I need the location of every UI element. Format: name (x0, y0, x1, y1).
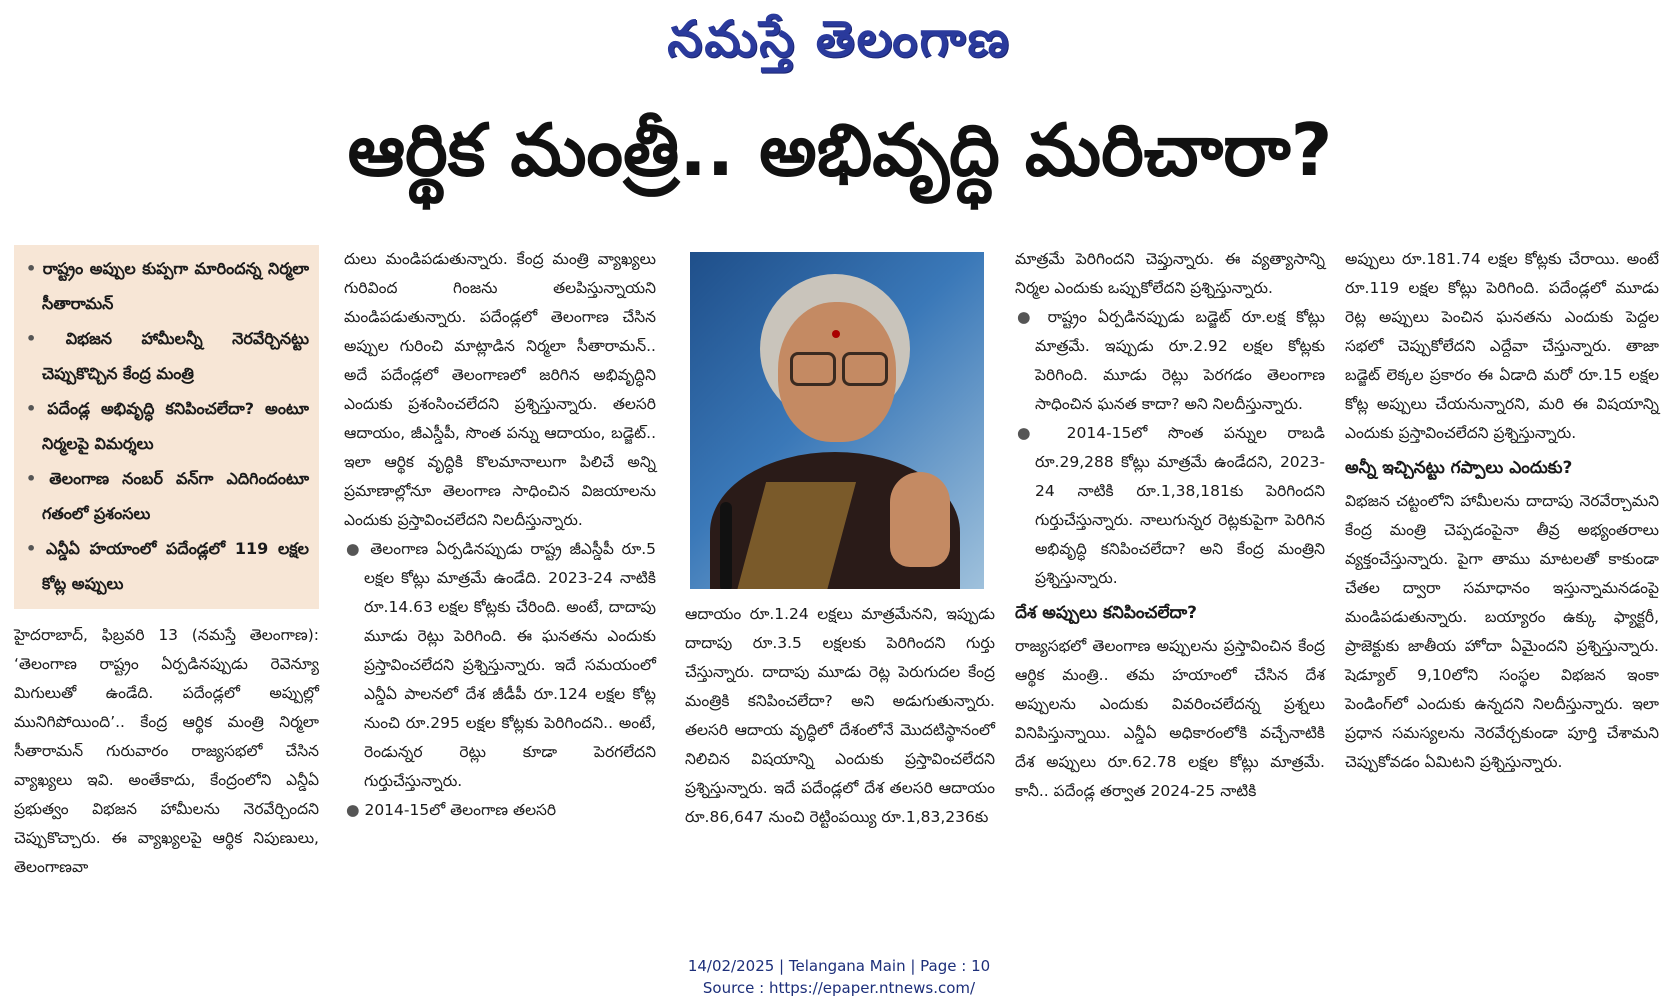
paragraph: రాజ్యసభలో తెలంగాణ అప్పులను ప్రస్తావించిన కేంద్ర ఆర్థిక మంత్రి.. తమ హయాంలో చేసిన దేశ అప్పులను ఎందుకు వివరించలేదన్న ప్రశ్నలు వినిపిస్తున్నాయి. ఎన్డీఏ అధికారంలోకి వచ్చేనాటికి దేశ అప్పులు రూ.62.78 లక్షల కోట్లు మాత్రమే. కానీ.. పదేండ్ల తర్వాత 2024-25 నాటికి (1015, 637, 1325, 800)
column-3 (685, 600, 995, 832)
bullet-paragraph: ● 2014-15లో తెలంగాణ తలసరి (346, 801, 557, 819)
highlight-item: • పదేండ్ల అభివృద్ధి కనిపించలేదా? అంటూ నిర్మలపై విమర్శలు (26, 399, 309, 453)
paragraph: అప్పులు రూ.181.74 లక్షల కోట్లకు చేరాయి. అంటే రూ.119 లక్షల కోట్లు పెరిగింది. పదేండ్లలో మూడు రెట్ల అప్పులు పెంచిన ఘనతను ఎందుకు పెద్దల సభలో చెప్పుకోలేదని ఎద్దేవా చేస్తున్నారు. తాజా బడ్జెట్ లెక్కల ప్రకారం ఈ ఏడాది మరో రూ.15 లక్షల కోట్ల అప్పులు చేయనున్నారని, మరి ఈ విషయాన్ని ఎందుకు ప్రస్తావించలేదని ప్రశ్నిస్తున్నారు. (1345, 250, 1659, 442)
subheading: దేశ అప్పులు కనిపించలేదా? (1015, 603, 1198, 623)
paragraph: దులు మండిపడుతున్నారు. కేంద్ర మంత్రి వ్యాఖ్యలు గురివింద గింజను తలపిస్తున్నాయని మండిపడుతున్నారు. పదేండ్లలో తెలంగాణ చేసిన అప్పుల గురించి మాట్లాడిన నిర్మలా సీతారామన్.. అదే పదేండ్లలో తెలంగాణలో జరిగిన అభివృద్ధిని ఎందుకు ప్రశంసించలేదని ప్రశ్నిస్తున్నారు. తలసరి ఆదాయం, జీఎస్డీపీ, సొంత పన్ను ఆదాయం, బడ్జెట్.. ఇలా ఆర్థిక వృద్ధికి కొలమానాలుగా పిలిచే అన్ని ప్రమాణాల్లోనూ తెలంగాణ సాధించిన విజయాలను ఎందుకు ప్రస్తావించలేదని నిలదీస్తున్నారు. (344, 250, 656, 529)
footer-edition-info: 14/02/2025 | Telangana Main | Page : 10 (687, 957, 991, 975)
bullet-paragraph: ● రాష్ట్రం ఏర్పడినప్పుడు బడ్జెట్ రూ.లక్ష కోట్లు మాత్రమే. ఇప్పుడు రూ.2.92 లక్షల కోట్లకు పెరిగింది. మూడు రెట్లు పెరగడం తెలంగాణ సాధించిన ఘనత కాదా? అని నిలదీస్తున్నారు. (1017, 308, 1325, 413)
highlight-item: • ఎన్డీఏ హయాంలో పదేండ్లలో 119 లక్షల కోట్ల అప్పులు (26, 539, 309, 593)
column-2 (344, 245, 656, 825)
masthead-logo: నమస్తే తెలంగాణ (667, 10, 1011, 68)
column-4 (1015, 245, 1325, 806)
paragraph: విభజన చట్టంలోని హామీలను దాదాపు నెరవేర్చామని కేంద్ర మంత్రి చెప్పడంపైనా తీవ్ర అభ్యంతరాలు వ్యక్తంచేస్తున్నారు. పైగా తాము మాటలతో కాకుండా చేతల ద్వారా సమాధానం ఇస్తున్నామనడంపై మండిపడుతున్నారు. బయ్యారం ఉక్కు ఫ్యాక్టరీ, ప్రాజెక్టుకు జాతీయ హోదా ఏమైందని ప్రశ్నిస్తున్నారు. షెడ్యూల్ 9,10లోని సంస్థల విభజన ఇంకా పెండింగ్‌లో ఎందుకు ఉన్నదని నిలదీస్తున్నారు. ఇలా ప్రధాన సమస్యలను నెరవేర్చకుండా పూర్తి చేశామని చెప్పుకోవడం ఏమిటని ప్రశ్నిస్తున్నారు. (1345, 492, 1659, 771)
finance-minister-photo (690, 252, 984, 589)
paragraph: మాత్రమే పెరిగిందని చెప్తున్నారు. ఈ వ్యత్యాసాన్ని నిర్మల ఎందుకు ఒప్పుకోలేదని ప్రశ్నిస్తున్నారు. (1015, 250, 1325, 297)
page-footer (0, 955, 1678, 999)
highlight-item: • రాష్ట్రం అప్పుల కుప్పగా మారిందన్న నిర్మలా సీతారామన్ (26, 259, 309, 313)
highlights-box (14, 245, 319, 609)
footer-source-link: Source : https://epaper.ntnews.com/ (702, 979, 976, 997)
bullet-paragraph: ● 2014-15లో సొంత పన్నుల రాబడి రూ.29,288 కోట్లు మాత్రమే ఉండేదని, 2023-24 నాటికి రూ.1,38,181కు పెరిగిందని గుర్తుచేస్తున్నారు. నాలుగున్నర రెట్లకుపైగా పెరిగిన అభివృద్ధి కనిపించలేదా? అని కేంద్ర మంత్రిని ప్రశ్నిస్తున్నారు. (1017, 424, 1325, 587)
column-5 (1345, 245, 1659, 777)
bullet-paragraph: ● తెలంగాణ ఏర్పడినప్పుడు రాష్ట్ర జీఎస్డీపీ రూ.5 లక్షల కోట్లు మాత్రమే ఉండేది. 2023-24 నాటికి రూ.14.63 లక్షల కోట్లకు చేరింది. అంటే, దాదాపు మూడు రెట్లు పెరిగింది. ఈ ఘనతను ఎందుకు ప్రస్తావించలేదని ప్రశ్నిస్తున్నారు. ఇదే సమయంలో ఎన్డీఏ పాలనలో దేశ జీడీపీ రూ.124 లక్షల కోట్ల నుంచి రూ.295 లక్షల కోట్లకు పెరిగిందని.. అంటే, రెండున్నర రెట్లు కూడా పెరగలేదని గుర్తుచేస్తున్నారు. (346, 540, 656, 790)
highlight-item: • తెలంగాణ నంబర్ వన్‌గా ఎదిగిందంటూ గతంలో ప్రశంసలు (26, 469, 310, 523)
article-headline: ఆర్థిక మంత్రీ.. అభివృద్ధి మరిచారా? (347, 108, 1333, 192)
highlight-item: • విభజన హామీలన్నీ నెరవేర్చినట్టు చెప్పుకొచ్చిన కేంద్ర మంత్రి (26, 329, 309, 383)
paragraph: ఆదాయం రూ.1.24 లక్షలు మాత్రమేనని, ఇప్పుడు దాదాపు రూ.3.5 లక్షలకు పెరిగిందని గుర్తు చేస్తున్నారు. దాదాపు మూడు రెట్ల పెరుగుదల కేంద్ర మంత్రికి కనిపించలేదా? అని అడుగుతున్నారు. తలసరి ఆదాయ వృద్ధిలో దేశంలోనే మొదటిస్థానంలో నిలిచిన విషయాన్ని ఎందుకు ప్రస్తావించలేదని ప్రశ్నిస్తున్నారు. ఇదే పదేండ్లలో దేశ తలసరి ఆదాయం రూ.86,647 నుంచి రెట్టింపయ్యి రూ.1,83,236కు (685, 605, 995, 826)
dateline-paragraph: హైదరాబాద్, ఫిబ్రవరి 13 (నమస్తే తెలంగాణ): ‘తెలంగాణ రాష్ట్రం ఏర్పడినప్పుడు రెవెన్యూ మిగులుతో ఉండేది. పదేండ్లలో అప్పుల్లో మునిగిపోయింది’.. కేంద్ర ఆర్థిక మంత్రి నిర్మలా సీతారామన్ గురువారం రాజ్యసభలో చేసిన వ్యాఖ్యలు ఇవి. అంతేకాదు, కేంద్రంలోని ఎన్డీఏ ప్రభుత్వం విభజన హామీలను నెరవేర్చిందని చెప్పుకొచ్చారు. ఈ వ్యాఖ్యలపై ఆర్థిక నిపుణులు, తెలంగాణవా (14, 626, 319, 876)
column-1 (14, 245, 319, 882)
subheading: అన్నీ ఇచ్చినట్టు గప్పాలు ఎందుకు? (1345, 458, 1573, 478)
